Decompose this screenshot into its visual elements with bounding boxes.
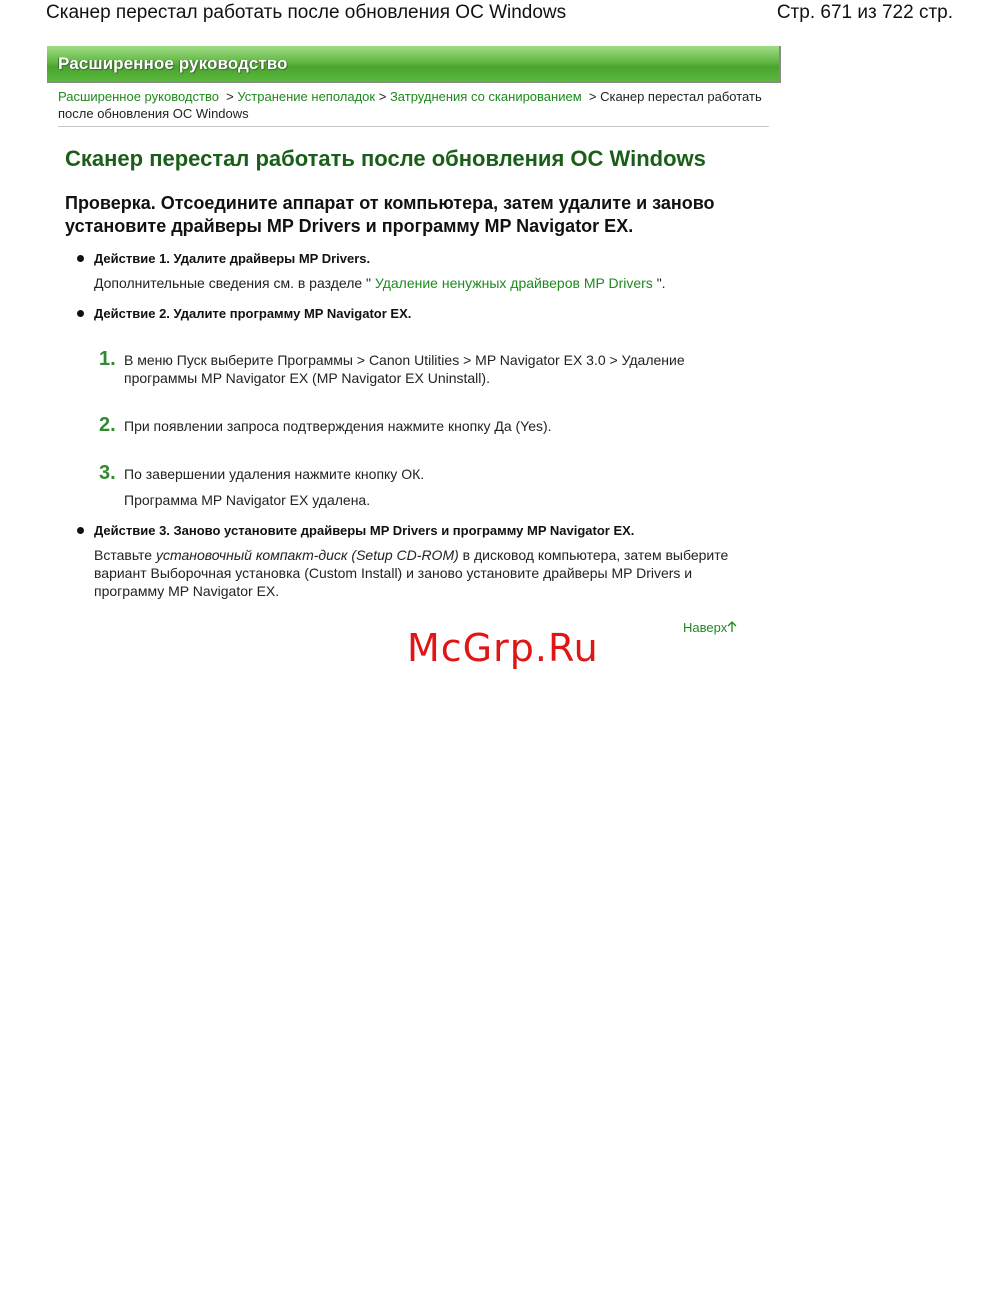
breadcrumb-link-manual[interactable]: Расширенное руководство xyxy=(58,89,219,104)
breadcrumb-link-troubleshooting[interactable]: Устранение неполадок xyxy=(237,89,376,104)
step-2-text: При появлении запроса подтверждения нажмите кнопку Да (Yes). xyxy=(124,418,552,434)
step-3-note: Программа MP Navigator EX удалена. xyxy=(124,492,371,508)
remove-drivers-link[interactable]: Удаление ненужных драйверов MP Drivers xyxy=(374,275,653,291)
action-1-title: Действие 1. Удалите драйверы MP Drivers. xyxy=(94,251,371,266)
bullet-icon xyxy=(77,255,84,262)
page-header xyxy=(0,0,1000,30)
breadcrumb-separator: > xyxy=(378,89,387,104)
setup-cd-reference: установочный компакт-диск (Setup CD-ROM) xyxy=(155,547,459,563)
step-1-text: В меню Пуск выберите Программы > Canon Utilities > MP Navigator EX 3.0 > Удаление программы MP Navigator EX (MP Navigator EX Uninstall). xyxy=(124,352,685,386)
manual-banner xyxy=(47,46,781,83)
action-1-text-before: Дополнительные сведения см. в разделе " xyxy=(94,275,372,291)
document-title: Сканер перестал работать после обновления ОС Windows xyxy=(46,2,567,23)
watermark: McGrp.Ru xyxy=(407,626,599,670)
breadcrumb-link-scanning-problems[interactable]: Затруднения со сканированием xyxy=(389,89,582,104)
step-3-text: По завершении удаления нажмите кнопку ОК. xyxy=(124,466,425,482)
step-number-2: 2. xyxy=(99,414,116,436)
action-3-text-after: в дисковод компьютера, затем выберите вариант Выборочная установка (Custom Install) и заново установите драйверы MP Drivers и программу MP Navigator EX. xyxy=(94,547,729,599)
breadcrumb xyxy=(58,88,768,122)
action-3-text-before: Вставьте xyxy=(94,547,156,563)
page-title: Сканер перестал работать после обновления ОС Windows xyxy=(65,146,706,171)
page-counter: Стр. 671 из 722 стр. xyxy=(776,2,953,23)
breadcrumb-current: Сканер перестал работать после обновления ОС Windows xyxy=(58,89,762,121)
bullet-icon xyxy=(77,527,84,534)
step-number-3: 3. xyxy=(99,462,116,484)
check-heading: Проверка. Отсоедините аппарат от компьютера, затем удалите и заново установите драйверы MP Drivers и программу MP Navigator EX. xyxy=(65,193,715,236)
breadcrumb-separator: > xyxy=(226,89,234,104)
step-number-1: 1. xyxy=(99,348,116,370)
action-1-text-after: ". xyxy=(656,275,666,291)
action-3-text xyxy=(94,546,744,600)
breadcrumb-separator: > xyxy=(588,89,597,104)
breadcrumb-divider xyxy=(58,126,769,127)
back-to-top-link[interactable] xyxy=(683,620,737,635)
action-1-text xyxy=(94,274,666,292)
bullet-icon xyxy=(77,310,84,317)
action-2-title: Действие 2. Удалите программу MP Navigator EX. xyxy=(94,306,412,321)
action-3-title: Действие 3. Заново установите драйверы MP Drivers и программу MP Navigator EX. xyxy=(94,523,635,538)
banner-label: Расширенное руководство xyxy=(58,54,288,73)
back-to-top-label: Наверх xyxy=(683,620,728,635)
arrow-up-icon xyxy=(727,621,737,633)
